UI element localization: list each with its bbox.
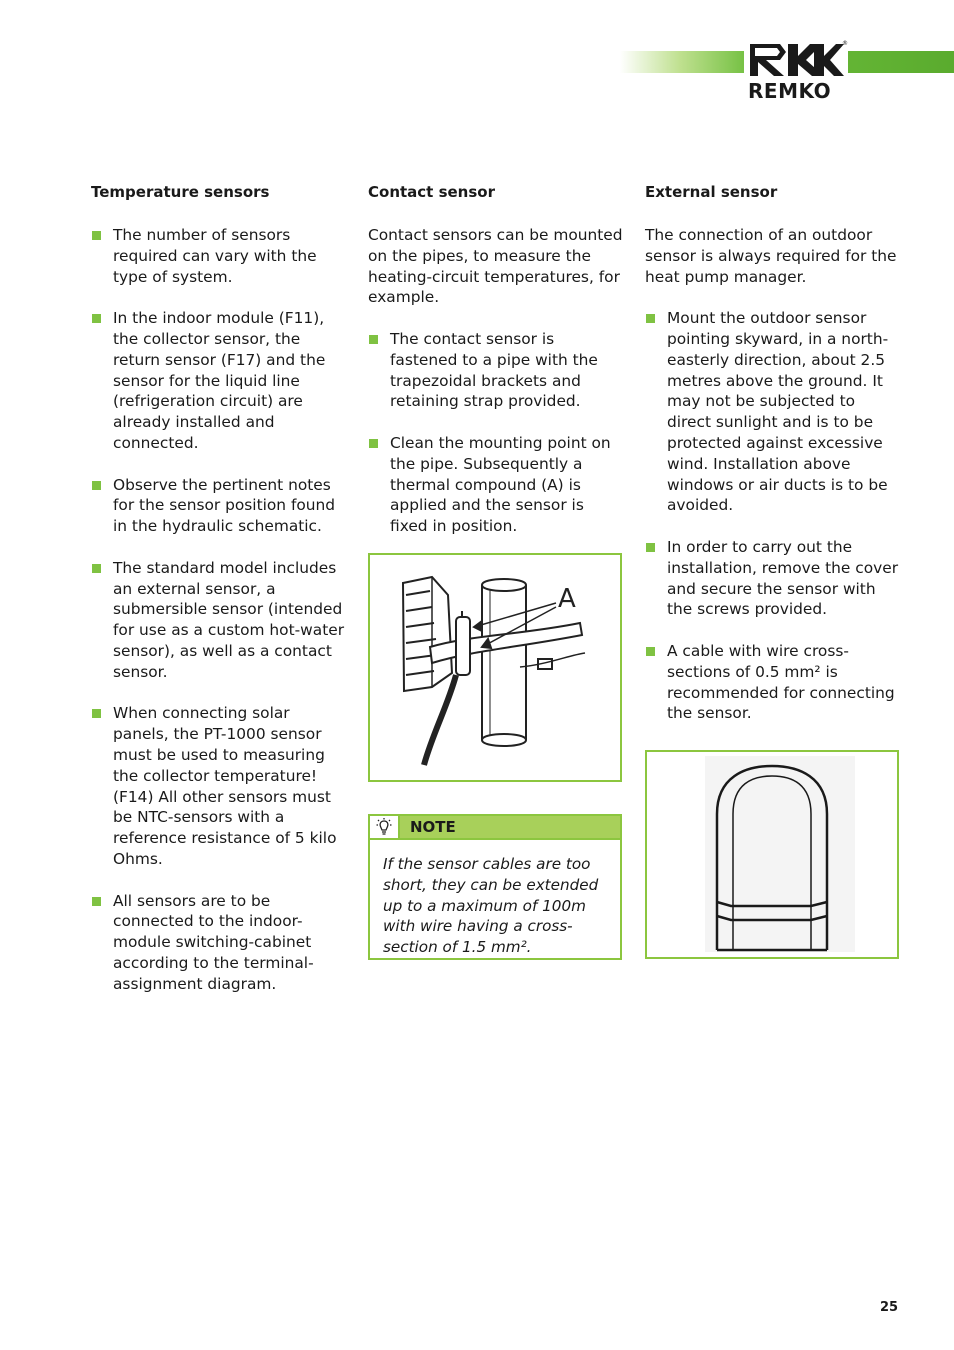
- list-item: When connecting solar panels, the PT-1000 sensor must be used to measuring the collector temperature! (F14) All other sensors must be NTC-sensors with a reference resistance of 5 kilo Ohms.: [91, 703, 347, 869]
- bullet-square-icon: [92, 709, 101, 718]
- list-item: Observe the pertinent notes for the sensor position found in the hydraulic schematic.: [91, 475, 347, 537]
- bullet-square-icon: [369, 439, 378, 448]
- list-item: In the indoor module (F11), the collector sensor, the return sensor (F17) and the sensor for the liquid line (refrigeration circuit) are already installed and connected.: [91, 308, 347, 454]
- column-external-sensor: [645, 182, 901, 745]
- logo-brand-text: REMKO: [748, 79, 832, 102]
- column-contact-sensor: [368, 182, 624, 558]
- external-sensor-illustration: [647, 752, 897, 957]
- note-box: [368, 814, 622, 960]
- column-temperature-sensors: [91, 182, 347, 1015]
- list-item: A cable with wire cross-sections of 0.5 mm² is recommended for connecting the sensor.: [645, 641, 901, 724]
- lightbulb-icon: [370, 816, 400, 838]
- bullet-square-icon: [646, 543, 655, 552]
- bullet-square-icon: [369, 335, 378, 344]
- note-title: NOTE: [410, 818, 456, 836]
- note-header: [370, 816, 620, 840]
- list-item: The contact sensor is fastened to a pipe with the trapezoidal brackets and retaining strap provided.: [368, 329, 624, 412]
- bullet-square-icon: [92, 564, 101, 573]
- contact-sensor-illustration: [370, 555, 620, 780]
- bullet-square-icon: [646, 314, 655, 323]
- page-number: 25: [880, 1300, 899, 1315]
- remko-logo: [744, 38, 848, 102]
- list-item: All sensors are to be connected to the indoor-module switching-cabinet according to the terminal-assignment diagram.: [91, 891, 347, 995]
- contact-sensor-intro: Contact sensors can be mounted on the pipes, to measure the heating-circuit temperatures, for example.: [368, 226, 623, 307]
- list-item: The number of sensors required can vary with the type of system.: [91, 225, 347, 287]
- bullet-square-icon: [92, 897, 101, 906]
- list-item: Mount the outdoor sensor pointing skyward, in a north-easterly direction, about 2.5 metres above the ground. It may not be subjected to direct sunlight and is to be protected against excessive wind. Installation above windows or air ducts is to be avoided.: [645, 308, 901, 516]
- bullet-square-icon: [646, 647, 655, 656]
- heading-external-sensor: External sensor: [645, 183, 778, 201]
- list-item: The standard model includes an external sensor, a submersible sensor (intended for use as a custom hot-water sensor), as well as a contact sensor.: [91, 558, 347, 683]
- list-item: Clean the mounting point on the pipe. Subsequently a thermal compound (A) is applied and the sensor is fixed in position.: [368, 433, 624, 537]
- heading-temperature-sensors: Temperature sensors: [91, 183, 270, 201]
- bullet-square-icon: [92, 231, 101, 240]
- svg-text:®: ®: [842, 40, 848, 47]
- note-text: If the sensor cables are too short, they can be extended up to a maximum of 100m with wire having a cross-section of 1.5 mm².: [383, 855, 599, 957]
- figure-external-sensor: [645, 750, 899, 959]
- list-item: In order to carry out the installation, remove the cover and secure the sensor with the screws provided.: [645, 537, 901, 620]
- heading-contact-sensor: Contact sensor: [368, 183, 495, 201]
- figure-label-a: A: [558, 584, 576, 614]
- external-sensor-intro: The connection of an outdoor sensor is always required for the heat pump manager.: [645, 226, 897, 286]
- bullet-square-icon: [92, 314, 101, 323]
- figure-contact-sensor: [368, 553, 622, 782]
- bullet-square-icon: [92, 481, 101, 490]
